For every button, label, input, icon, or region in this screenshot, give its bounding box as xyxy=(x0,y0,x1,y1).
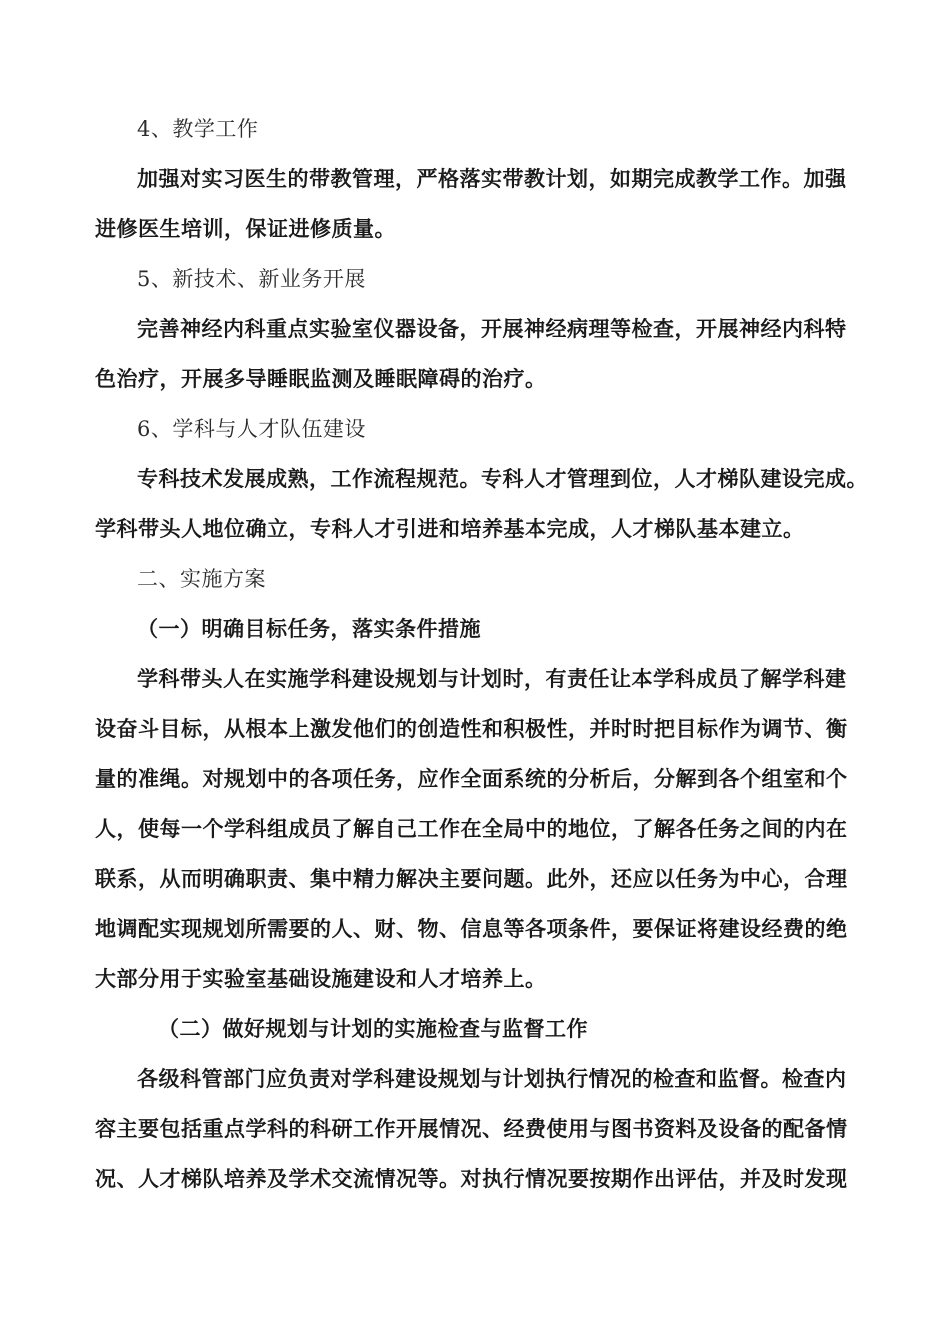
heading-new-technology: 5、新技术、新业务开展 xyxy=(137,267,366,291)
subheading-clear-goals: （一）明确目标任务，落实条件措施 xyxy=(137,617,481,641)
paragraph-line: 地调配实现规划所需要的人、财、物、信息等各项条件，要保证将建设经费的绝 xyxy=(95,917,848,941)
paragraph-line: 容主要包括重点学科的科研工作开展情况、经费使用与图书资料及设备的配备情 xyxy=(95,1117,848,1141)
paragraph-line: 学科带头人地位确立，专科人才引进和培养基本完成，人才梯队基本建立。 xyxy=(95,517,805,541)
paragraph-line: 进修医生培训，保证进修质量。 xyxy=(95,217,396,241)
paragraph-line: 专科技术发展成熟，工作流程规范。专科人才管理到位，人才梯队建设完成。 xyxy=(137,467,868,491)
heading-discipline-talent: 6、学科与人才队伍建设 xyxy=(137,417,366,441)
paragraph-line: 完善神经内科重点实验室仪器设备，开展神经病理等检查，开展神经内科特 xyxy=(137,317,847,341)
paragraph-line: 大部分用于实验室基础设施建设和人才培养上。 xyxy=(95,967,547,991)
paragraph-line: 加强对实习医生的带教管理，严格落实带教计划，如期完成教学工作。加强 xyxy=(137,167,847,191)
paragraph-line: 学科带头人在实施学科建设规划与计划时，有责任让本学科成员了解学科建 xyxy=(137,667,847,691)
subheading-inspection-supervision: （二）做好规划与计划的实施检查与监督工作 xyxy=(158,1017,588,1041)
paragraph-line: 人，使每一个学科组成员了解自己工作在全局中的地位，了解各任务之间的内在 xyxy=(95,817,848,841)
paragraph-line: 联系，从而明确职责、集中精力解决主要问题。此外，还应以任务为中心，合理 xyxy=(95,867,848,891)
paragraph-line: 量的准绳。对规划中的各项任务，应作全面系统的分析后，分解到各个组室和个 xyxy=(95,767,848,791)
heading-teaching-work: 4、教学工作 xyxy=(137,117,259,141)
paragraph-line: 设奋斗目标，从根本上激发他们的创造性和积极性，并时时把目标作为调节、衡 xyxy=(95,717,848,741)
paragraph-line: 各级科管部门应负责对学科建设规划与计划执行情况的检查和监督。检查内 xyxy=(137,1067,847,1091)
paragraph-line: 色治疗，开展多导睡眠监测及睡眠障碍的治疗。 xyxy=(95,367,547,391)
heading-implementation-plan: 二、实施方案 xyxy=(137,567,266,591)
paragraph-line: 况、人才梯队培养及学术交流情况等。对执行情况要按期作出评估，并及时发现 xyxy=(95,1167,848,1191)
